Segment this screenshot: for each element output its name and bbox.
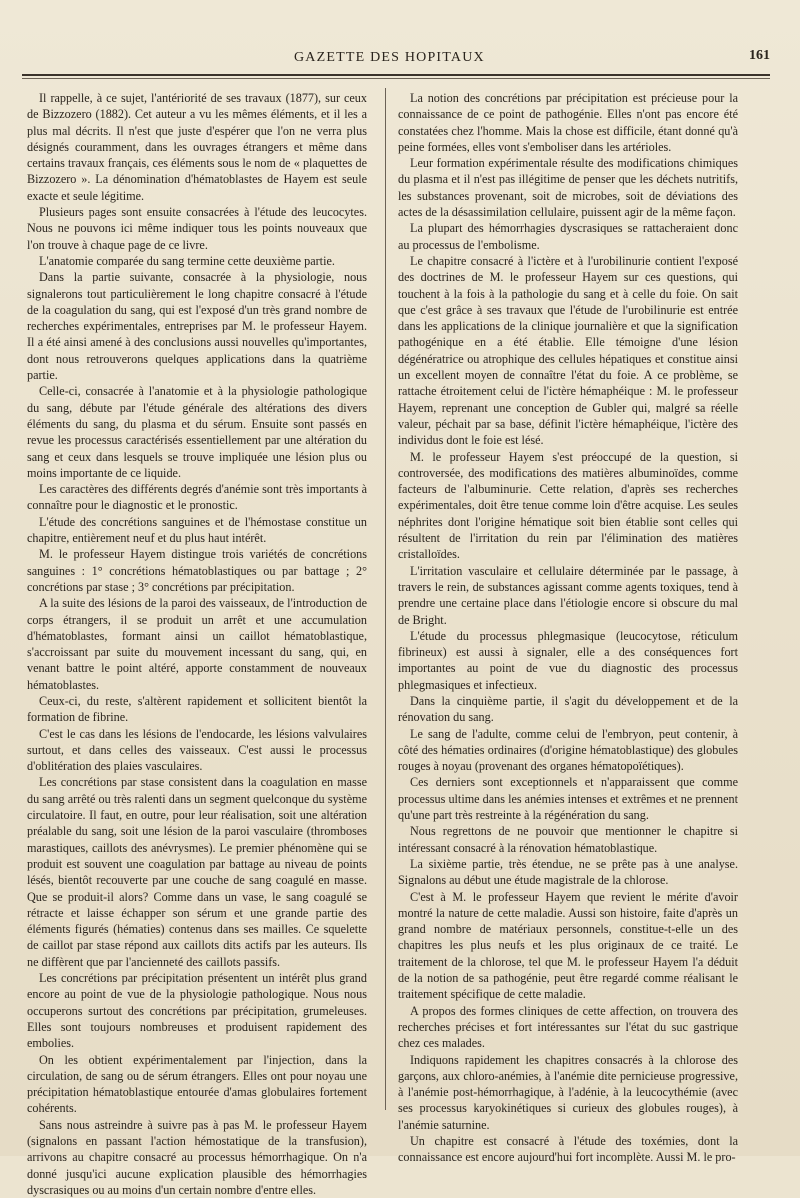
paragraph: La sixième partie, très étendue, ne se prête pas à une analyse. Signalons au début une étude magistrale de la chlorose. bbox=[398, 856, 738, 888]
page-header bbox=[22, 48, 770, 72]
paragraph: L'étude des concrétions sanguines et de l'hémostase constitue un chapitre, entièrement neuf et du plus haut intérêt. bbox=[27, 514, 367, 546]
paragraph: On les obtient expérimentalement par l'injection, dans la circulation, de sang ou de sérum étrangers. Elles ont pour noyau une précipitation hématoblastique entourée d'amas globulaires fortement cohérents. bbox=[27, 1052, 367, 1116]
paragraph: Ces derniers sont exceptionnels et n'apparaissent que comme processus ultime dans les anémies intenses et extrêmes et ne prennent qu'une part très restreinte à la régénération du sang. bbox=[398, 775, 738, 823]
column-divider bbox=[385, 88, 386, 1110]
paragraph: C'est le cas dans les lésions de l'endocarde, les lésions valvulaires surtout, et dans celles des vaisseaux. C'est aussi le processus d'oblitération des plaies vasculaires. bbox=[27, 726, 367, 774]
paragraph: Ceux-ci, du reste, s'altèrent rapidement et sollicitent bientôt la formation de fibrine. bbox=[27, 693, 367, 725]
paragraph: Les concrétions par stase consistent dans la coagulation en masse du sang arrêté ou très ralenti dans un segment quelconque du système circulatoire. Il faut, en outre, pour leur réalisation, soit une altération préalable du sang, soit une lésion de la paroi vasculaire (thromboses marastiques, caillots des anévrysmes). Le premier phénomène qui se produit est souvent une coagulation par battage au niveau de points lésés, bientôt recouverte par une couche de sang coagulé en masse. Que se produit-il alors? Comme dans un vase, le sang coagulé se rétracte et laisse échapper son sérum et une grande partie des éléments figurés (hématies) contenus dans ses mailles. Ce squelette de caillot par stase répond aux caillots dits actifs par les auteurs. Ils ne diffèrent que par l'ancienneté des caillots passifs. bbox=[27, 775, 367, 969]
paragraph: C'est à M. le professeur Hayem que revient le mérite d'avoir montré la nature de cette maladie. Aussi son histoire, faite d'après un grand nombre de matériaux personnels, constitue-t-elle un des chapitres les plus neufs et les plus originaux de ce traité. Le traitement de la chlorose, tel que M. le professeur Hayem l'a déduit de la notion de sa pathogénie, peut être regardé comme réalisant le traitement spécifique de cette maladie. bbox=[398, 889, 738, 1002]
paragraph: Sans nous astreindre à suivre pas à pas M. le professeur Hayem (signalons en passant l'action hémostatique de la transfusion), arrivons au chapitre consacré au processus hémorrhagique. On n'a donné jusqu'ici aucune explication plausible des hémorrhagies dyscrasiques ou au moins d'un certain nombre d'entre elles. bbox=[27, 1117, 367, 1197]
paragraph: L'étude du processus phlegmasique (leucocytose, réticulum fibrineux) est aussi à signaler, elle a des conséquences fort importantes au point de vue du diagnostic des processus phlegmasiques et infectieux. bbox=[398, 628, 738, 692]
left-column bbox=[27, 90, 367, 1198]
paragraph: Nous regrettons de ne pouvoir que mentionner le chapitre si intéressant consacré à la rénovation hématoblastique. bbox=[398, 824, 738, 855]
paragraph: L'anatomie comparée du sang termine cette deuxième partie. bbox=[39, 253, 335, 268]
paragraph: Celle-ci, consacrée à l'anatomie et à la physiologie pathologique du sang, débute par l'étude générale des altérations des divers éléments du sang, du plasma et du sérum. Ensuite sont passés en revue les processus caractérisés essentiellement par une altération du sang et ceux dans lesquels se trouve impliquée une lésion plus ou moins importante de ce liquide. bbox=[27, 384, 367, 480]
paragraph: A propos des formes cliniques de cette affection, on trouvera des recherches précises et fort intéressantes sur l'état du suc gastrique chez ces malades. bbox=[398, 1003, 738, 1051]
paragraph: Les concrétions par précipitation présentent un intérêt plus grand encore au point de vue de la physiologie pathologique. Nous nous occuperons surtout des concrétions par précipitation, grumeleuses. Elles sont toujours nombreuses et produisent rapidement des embolies. bbox=[27, 971, 367, 1051]
paragraph: L'irritation vasculaire et cellulaire déterminée par le passage, à travers le rein, de substances agissant comme agents toxiques, tend à prendre une certaine place dans l'étiologie encore si obscure du mal de Bright. bbox=[398, 563, 738, 627]
paragraph: A la suite des lésions de la paroi des vaisseaux, de l'introduction de corps étrangers, il se produit un arrêt et une accumulation d'hématoblastes, formant ainsi un caillot hématoblastique, s'accroissant par suite du mouvement incessant du sang, qui, en venant battre le point altéré, apporte constamment de nouveaux hématoblastes. bbox=[27, 596, 367, 692]
header-rule-thick bbox=[22, 74, 770, 76]
paragraph: M. le professeur Hayem s'est préoccupé de la question, si controversée, des modifications des matières albuminoïdes, comme facteurs de l'albuminurie. Cette relation, d'après ses recherches expérimentales, doit être tenue comme loin d'être acquise. Les seules néphrites dont l'origine hématique soit bien établie sont celles qui résultent de l'irritation du rein par l'élimination des matières cristalloïdes. bbox=[398, 449, 738, 562]
right-column bbox=[398, 90, 738, 1166]
paragraph: La plupart des hémorrhagies dyscrasiques se rattacheraient donc au processus de l'embolisme. bbox=[398, 221, 738, 252]
paragraph: La notion des concrétions par précipitation est précieuse pour la connaissance de ce point de pathogénie. Elles n'ont pas encore été constatées chez l'homme. Mais la chose est difficile, étant donné qu'à peine formées, elles vont s'emboliser dans les artérioles. bbox=[398, 91, 738, 154]
page-number: 161 bbox=[749, 48, 770, 63]
paragraph: Dans la partie suivante, consacrée à la physiologie, nous signalerons tout particulièrement le long chapitre consacré à l'étude de la coagulation du sang, qui est l'exposé d'un très grand nombre de recherches expérimentales, entreprises par M. le professeur Hayem. Il a été ainsi amené à des conclusions aussi nouvelles qu'importantes, dont nous retrouverons quelques applications dans la quatrième partie. bbox=[27, 270, 367, 383]
paragraph: Le chapitre consacré à l'ictère et à l'urobilinurie contient l'exposé des doctrines de M. le professeur Hayem sur ces questions, qui touchent à la fois à la pathologie du sang et à celle du foie. On sait que c'est grâce à ses travaux que l'étude de l'urobilinurie est entrée dans les applications de la clinique journalière et que la signification pathogénique en a été établie. Elle témoigne d'une lésion dégénératrice ou atrophique des cellules hépatiques et constitue ainsi un excellent moyen de connaître l'état du foie. A ce problème, se rattache étroitement celui de l'ictère hémaphéique : M. le professeur Hayem, reprenant une conception de Gubler qui, malgré sa réelle valeur, péchait par sa base, définit l'ictère hémaphéique, l'ictère des individus dont le foie est lésé. bbox=[398, 253, 738, 448]
paragraph: Les caractères des différents degrés d'anémie sont très importants à connaître pour le diagnostic et le pronostic. bbox=[27, 482, 367, 513]
paragraph: Le sang de l'adulte, comme celui de l'embryon, peut contenir, à côté des hématies ordinaires (d'origine hématoblastique) des globules rouges à noyau (provenant des organes hématopoïétiques). bbox=[398, 726, 738, 774]
paragraph: Il rappelle, à ce sujet, l'antériorité de ses travaux (1877), sur ceux de Bizzozero (1882). Cet auteur a vu les mêmes éléments, et il les a plus mal décrits. Il n'est que juste d'espérer que l'on ne verra plus désignés couramment, dans les ouvrages étrangers et même dans certains travaux français, ces éléments sous le nom de « plaquettes de Bizzozero ». La dénomination d'hématoblastes de Hayem est seule exacte et seule légitime. bbox=[27, 91, 367, 203]
running-title: GAZETTE DES HOPITAUX bbox=[294, 50, 485, 65]
paragraph: M. le professeur Hayem distingue trois variétés de concrétions sanguines : 1° concrétions hématoblastiques ou par battage ; 2° concrétions par stase ; 3° concrétions par précipitation. bbox=[27, 547, 367, 594]
paragraph: Leur formation expérimentale résulte des modifications chimiques du plasma et il n'est pas illégitime de penser que les déchets nutritifs, les substances provenant, soit de microbes, soit de déviations des actes de la désassimilation cellulaire, puissent agir de la même façon. bbox=[398, 156, 738, 220]
paragraph: Un chapitre est consacré à l'étude des toxémies, dont la connaissance est encore aujourd'hui fort incomplète. Aussi M. le pro- bbox=[398, 1134, 738, 1165]
paragraph: Dans la cinquième partie, il s'agit du développement et de la rénovation du sang. bbox=[398, 693, 738, 725]
paragraph: Indiquons rapidement les chapitres consacrés à la chlorose des garçons, aux chloro-anémies, à l'anémie dite pernicieuse progressive, à l'anémie post-hémorrhagique, à l'adénie, à la leucocythémie (avec ses processus karyokinétiques si curieux des globules rouges), à l'anémie saturnine. bbox=[398, 1052, 738, 1132]
paragraph: Plusieurs pages sont ensuite consacrées à l'étude des leucocytes. Nous ne pouvons ici même indiquer tous les points nouveaux que l'on trouve à chaque page de ce livre. bbox=[27, 205, 367, 252]
header-rule-thin bbox=[22, 78, 770, 79]
